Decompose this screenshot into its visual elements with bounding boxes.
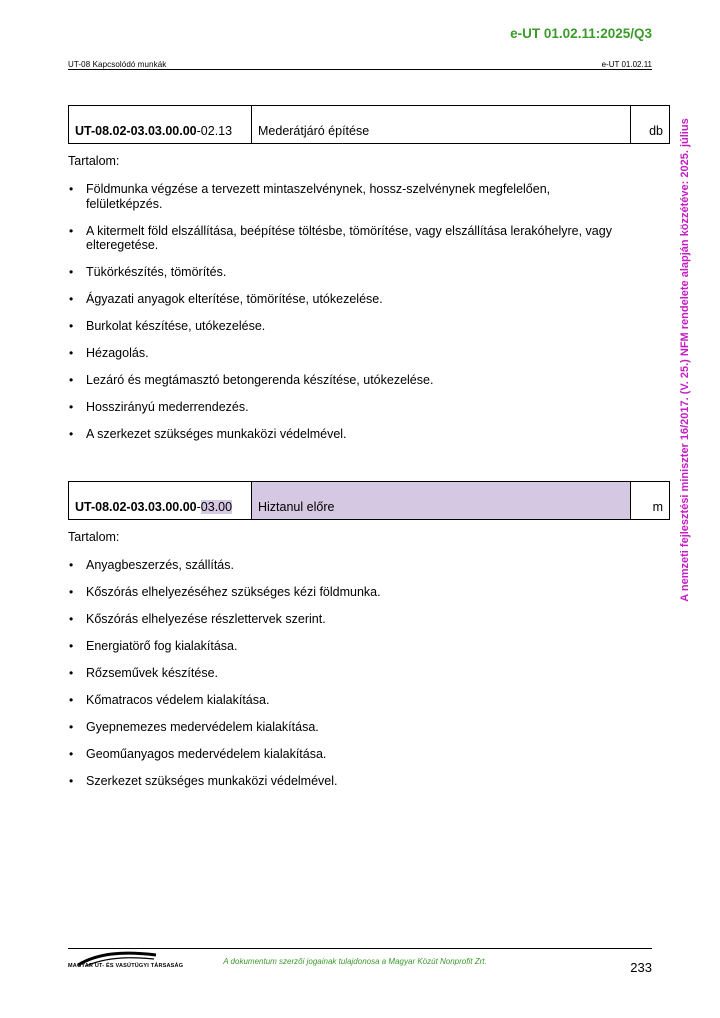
section-title: UT-08 Kapcsolódó munkák bbox=[68, 60, 167, 69]
content-label: Tartalom: bbox=[68, 154, 120, 168]
content-label: Tartalom: bbox=[68, 530, 120, 544]
item-code bbox=[69, 482, 252, 520]
copyright-notice: A dokumentum szerzői jogainak tulajdonosa a Magyar Közút Nonprofit Zrt. bbox=[223, 957, 487, 966]
item-unit: db bbox=[631, 106, 670, 144]
short-doc-code: e-UT 01.02.11 bbox=[601, 60, 652, 69]
list-item: • Rőzseművek készítése. bbox=[68, 666, 628, 681]
item-header-table bbox=[68, 481, 670, 520]
publication-note bbox=[678, 92, 692, 628]
item-code-main: UT-08.02-03.03.00.00 bbox=[75, 124, 197, 138]
list-item: • Földmunka végzése a tervezett mintaszelvénynek, hossz-szelvénynek megfelelően, felületképzés. bbox=[68, 182, 628, 211]
list-item: • Lezáró és megtámasztó betongerenda készítése, utókezelése. bbox=[68, 373, 628, 388]
item-header-table bbox=[68, 105, 670, 144]
item-title: Mederátjáró építése bbox=[252, 106, 631, 144]
list-item: • Kőszórás elhelyezése részlettervek szerint. bbox=[68, 612, 628, 627]
list-item: • Tükörkészítés, tömörítés. bbox=[68, 265, 628, 280]
content-list bbox=[68, 182, 628, 454]
list-item: • Gyepnemezes medervédelem kialakítása. bbox=[68, 720, 628, 735]
list-item: • Szerkezet szükséges munkaközi védelmével. bbox=[68, 774, 628, 789]
list-item: • Kőmatracos védelem kialakítása. bbox=[68, 693, 628, 708]
list-item: • Hézagolás. bbox=[68, 346, 628, 361]
page-number: 233 bbox=[630, 960, 652, 975]
list-item: • Burkolat készítése, utókezelése. bbox=[68, 319, 628, 334]
content-list bbox=[68, 558, 628, 801]
list-item: • Kőszórás elhelyezéséhez szükséges kézi földmunka. bbox=[68, 585, 628, 600]
item-code-suffix: -02.13 bbox=[196, 124, 233, 138]
list-item: • Geoműanyagos medervédelem kialakítása. bbox=[68, 747, 628, 762]
item-code-main: UT-08.02-03.03.00.00 bbox=[75, 500, 197, 514]
item-code-separator: - bbox=[196, 500, 201, 514]
list-item: • Anyagbeszerzés, szállítás. bbox=[68, 558, 628, 573]
item-code-suffix: 03.00 bbox=[200, 500, 233, 514]
item-title: Hiztanul előre bbox=[252, 482, 631, 520]
item-unit: m bbox=[631, 482, 670, 520]
list-item: • Ágyazati anyagok elterítése, tömörítése, utókezelése. bbox=[68, 292, 628, 307]
document-code: e-UT 01.02.11:2025/Q3 bbox=[510, 26, 652, 41]
publication-note-text: A nemzeti fejlesztési miniszter 16/2017. (V. 25.) NFM rendelete alapján közzétéve: 2025. július bbox=[679, 118, 691, 602]
list-item: • Hosszirányú mederrendezés. bbox=[68, 400, 628, 415]
list-item: • A kitermelt föld elszállítása, beépítése töltésbe, tömörítése, vagy elszállítása lerakóhelyre, vagy elteregetése. bbox=[68, 224, 628, 253]
list-item: • Energiatörő fog kialakítása. bbox=[68, 639, 628, 654]
society-logo-text: MAGYAR ÚT- ÉS VASÚTÜGYI TÁRSASÁG bbox=[68, 963, 184, 969]
header-divider bbox=[68, 69, 652, 70]
list-item: • A szerkezet szükséges munkaközi védelmével. bbox=[68, 427, 628, 442]
item-code bbox=[69, 106, 252, 144]
